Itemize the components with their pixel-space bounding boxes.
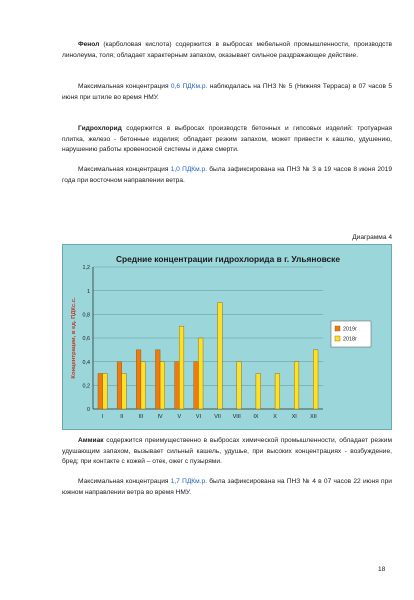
page-number: 18: [378, 566, 386, 573]
paragraph-ammonia: [62, 436, 392, 468]
bar-2018: [179, 326, 184, 409]
y-tick-label: 0,4: [82, 359, 90, 366]
bar-chart: [63, 245, 391, 429]
y-tick-label: 1,2: [82, 265, 90, 272]
paragraph-hcl: [62, 124, 392, 156]
legend-label: 2019г: [343, 326, 357, 333]
x-tick-label: V: [177, 414, 182, 420]
bar-2019: [194, 362, 199, 409]
bar-2018: [256, 374, 261, 410]
x-tick-label: XII: [310, 414, 317, 420]
y-tick-label: 0,8: [82, 312, 90, 319]
bar-2018: [122, 374, 127, 410]
ammonia-max-pre: Максимальная концентрация: [78, 478, 171, 485]
hcl-text: содержится в выбросах производств бетонных и гипсовых изделий: тротуарная плитка, железо - бетонные изделия; обладает резким запахом, может привести к кашлю, удушению, нарушению работы кровеносной системы и даже смерти.: [62, 125, 392, 154]
y-tick-label: 0,2: [82, 383, 90, 390]
hcl-max-value: 1,0 ПДКм.р.: [170, 166, 208, 173]
bar-2018: [103, 374, 108, 410]
chart-container: [62, 244, 392, 430]
paragraph-hcl-max: [62, 165, 392, 186]
y-tick-label: 0,6: [82, 336, 90, 343]
x-tick-label: III: [138, 414, 144, 420]
x-tick-label: VII: [214, 414, 221, 420]
bar-2019: [117, 362, 122, 409]
bar-2018: [218, 303, 223, 410]
bar-2018: [313, 350, 318, 409]
bar-2019: [155, 350, 160, 409]
term-phenol: Фенол: [78, 41, 100, 48]
legend: [331, 321, 371, 347]
x-tick-label: VI: [195, 414, 201, 420]
ammonia-text: содержится преимущественно в выбросах химической промышленности, обладает резким удушающим запахом, вызывает сильный кашель, удушье, при высоких концентрациях - возбуждение, бред; при контакте с кожей – отек, ожег с пузырями.: [62, 437, 392, 466]
bar-2019: [175, 362, 180, 409]
x-tick-label: IV: [157, 414, 163, 420]
paragraph-phenol-max: [62, 82, 392, 103]
bar-2018: [275, 374, 280, 410]
legend-swatch: [335, 326, 340, 331]
y-tick-label: 1: [87, 288, 90, 295]
ammonia-max-value: 1,7 ПДКм.р.: [170, 478, 208, 485]
bar-2018: [294, 362, 299, 409]
phenol-max-pre: Максимальная концентрация: [78, 83, 171, 90]
bar-2018: [198, 338, 203, 409]
x-tick-label: IX: [253, 414, 259, 420]
paragraph-ammonia-max: [62, 477, 392, 498]
phenol-text: (карболовая кислота) содержится в выбросах мебельной промышленности, производств линолеума, толя; обладает характерным запахом, оказывает сильное раздражающее действие.: [62, 41, 392, 59]
x-tick-label: XI: [291, 414, 297, 420]
chart-title: Средние концентрации гидрохлорида в г. Ульяновске: [115, 254, 341, 264]
legend-swatch: [335, 336, 340, 341]
y-axis-label: Концентрации, в ед. ПДКс.с.: [71, 297, 77, 379]
x-tick-label: II: [120, 414, 124, 420]
bar-2018: [141, 362, 146, 409]
paragraph-phenol: [62, 40, 392, 61]
phenol-max-value: 0,6 ПДКм.р.: [170, 83, 208, 90]
hcl-max-pre: Максимальная концентрация: [78, 166, 171, 173]
term-ammonia: Аммиак: [78, 437, 104, 444]
bar-2018: [237, 362, 242, 409]
legend-label: 2018г: [343, 336, 357, 343]
x-tick-label: X: [273, 414, 277, 420]
hcl-max-post: была зафиксирована на ПНЗ № 3 в 19 часов 8 июня 2019 года при восточном направлении ветра.: [62, 166, 392, 184]
ammonia-max-post: была зафиксирована на ПНЗ № 4 в 07 часов 22 июня при южном направлении ветра во время НМУ.: [62, 478, 392, 496]
bar-2018: [160, 362, 165, 409]
x-tick-label: VIII: [232, 414, 241, 420]
bar-2019: [98, 374, 103, 410]
y-tick-label: 0: [87, 407, 90, 414]
x-tick-label: I: [101, 414, 104, 420]
phenol-max-post: наблюдалась на ПНЗ № 5 (Нижняя Терраса) в 07 часов 5 июня при штиле во время НМУ.: [62, 83, 392, 101]
diagram-label: Диаграмма 4: [352, 234, 392, 241]
bar-2019: [136, 350, 141, 409]
term-hcl: Гидрохлорид: [78, 125, 122, 132]
